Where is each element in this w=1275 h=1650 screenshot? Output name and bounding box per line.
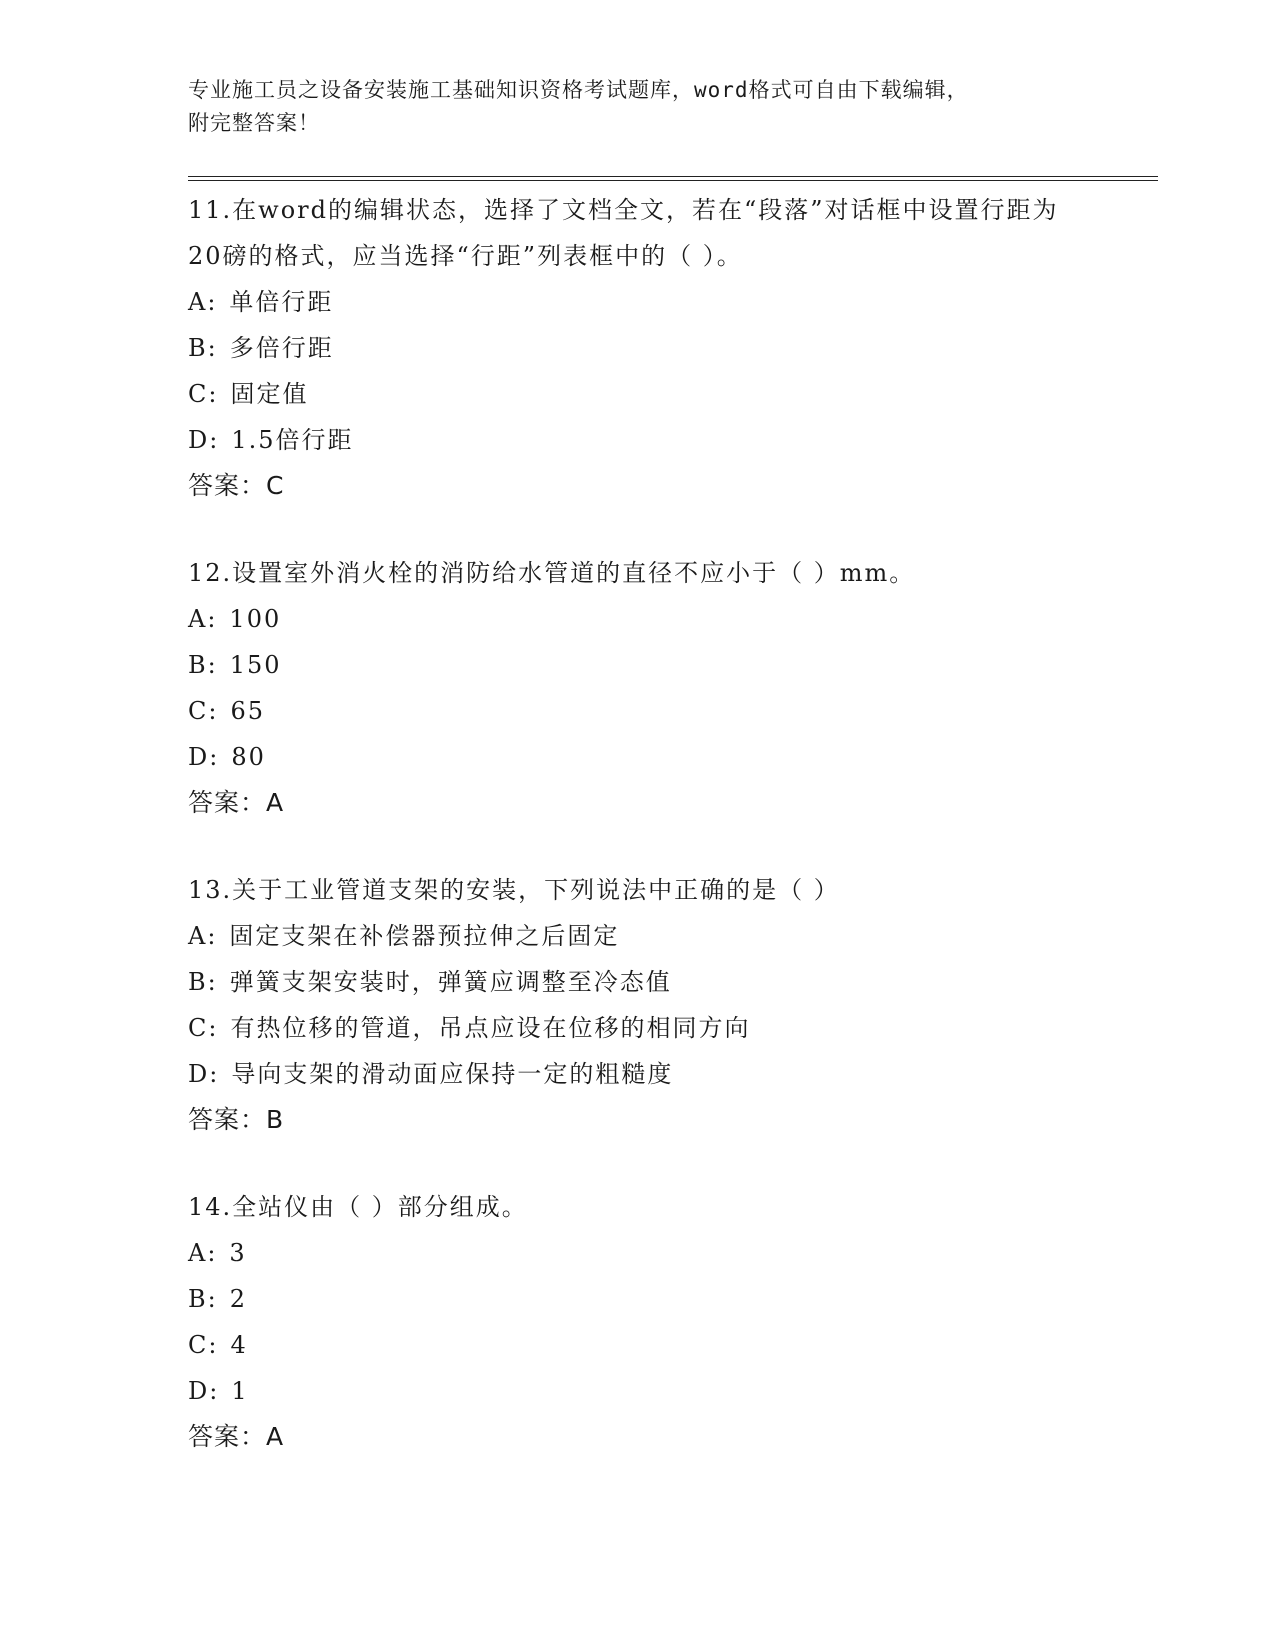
option-letter: B: bbox=[188, 1285, 218, 1313]
option-a bbox=[188, 1230, 1088, 1276]
option-b bbox=[188, 1276, 1088, 1322]
document-header bbox=[188, 74, 1048, 140]
question-stem: 14.全站仪由（ ）部分组成。 bbox=[188, 1193, 528, 1221]
option-text: 固定值 bbox=[230, 380, 309, 408]
question-stem: 12.设置室外消火栓的消防给水管道的直径不应小于（ ）mm。 bbox=[188, 559, 916, 587]
option-text: 固定支架在补偿器预拉伸之后固定 bbox=[229, 922, 620, 950]
option-text: 1 bbox=[231, 1377, 249, 1405]
option-text: 100 bbox=[229, 605, 282, 633]
option-letter: A: bbox=[188, 288, 218, 316]
option-text: 80 bbox=[231, 743, 266, 771]
option-a bbox=[188, 596, 1088, 642]
option-letter: B: bbox=[188, 651, 218, 679]
option-letter: B: bbox=[188, 334, 218, 362]
option-text: 导向支架的滑动面应保持一定的粗糙度 bbox=[231, 1060, 674, 1088]
option-letter: C: bbox=[188, 697, 219, 725]
option-text: 4 bbox=[230, 1331, 248, 1359]
option-d bbox=[188, 417, 1088, 463]
question-13 bbox=[188, 867, 1088, 1143]
option-b bbox=[188, 959, 1088, 1005]
header-divider bbox=[188, 176, 1158, 181]
question-11 bbox=[188, 187, 1088, 509]
option-c bbox=[188, 371, 1088, 417]
option-d bbox=[188, 1368, 1088, 1414]
option-text: 弹簧支架安装时，弹簧应调整至冷态值 bbox=[229, 968, 672, 996]
document-page bbox=[188, 0, 1168, 1650]
option-text: 1.5倍行距 bbox=[231, 426, 354, 454]
option-letter: D: bbox=[188, 426, 220, 454]
option-letter: C: bbox=[188, 1331, 219, 1359]
option-letter: D: bbox=[188, 743, 220, 771]
option-a bbox=[188, 913, 1088, 959]
option-text: 单倍行距 bbox=[229, 288, 334, 316]
option-text: 3 bbox=[229, 1239, 247, 1267]
answer-label: 答案：A bbox=[188, 1422, 285, 1451]
option-c bbox=[188, 1005, 1088, 1051]
option-b bbox=[188, 642, 1088, 688]
option-letter: D: bbox=[188, 1060, 220, 1088]
option-d bbox=[188, 734, 1088, 780]
question-list bbox=[188, 187, 1088, 1501]
option-letter: A: bbox=[188, 922, 218, 950]
option-text: 65 bbox=[230, 697, 265, 725]
option-letter: D: bbox=[188, 1377, 220, 1405]
option-c bbox=[188, 1322, 1088, 1368]
option-letter: A: bbox=[188, 605, 218, 633]
option-letter: C: bbox=[188, 1014, 219, 1042]
question-14 bbox=[188, 1184, 1088, 1460]
question-stem: 13.关于工业管道支架的安装，下列说法中正确的是（ ） bbox=[188, 876, 840, 904]
option-d bbox=[188, 1051, 1088, 1097]
option-letter: C: bbox=[188, 380, 219, 408]
answer-label: 答案：C bbox=[188, 471, 285, 500]
question-12 bbox=[188, 550, 1088, 826]
option-text: 2 bbox=[229, 1285, 248, 1313]
option-text: 150 bbox=[229, 651, 282, 679]
option-text: 有热位移的管道，吊点应设在位移的相同方向 bbox=[230, 1014, 751, 1042]
question-stem: 11.在word的编辑状态，选择了文档全文，若在“段落”对话框中设置行距为20磅的格式，应当选择“行距”列表框中的（ ）。 bbox=[188, 196, 1059, 270]
option-a bbox=[188, 279, 1088, 325]
answer-label: 答案：B bbox=[188, 1105, 285, 1134]
answer-label: 答案：A bbox=[188, 788, 285, 817]
option-letter: A: bbox=[188, 1239, 218, 1267]
header-line-1: 专业施工员之设备安装施工基础知识资格考试题库，word格式可自由下载编辑， bbox=[188, 78, 969, 102]
option-b bbox=[188, 325, 1088, 371]
option-letter: B: bbox=[188, 968, 218, 996]
option-c bbox=[188, 688, 1088, 734]
header-line-2: 附完整答案！ bbox=[188, 111, 320, 135]
option-text: 多倍行距 bbox=[229, 334, 334, 362]
